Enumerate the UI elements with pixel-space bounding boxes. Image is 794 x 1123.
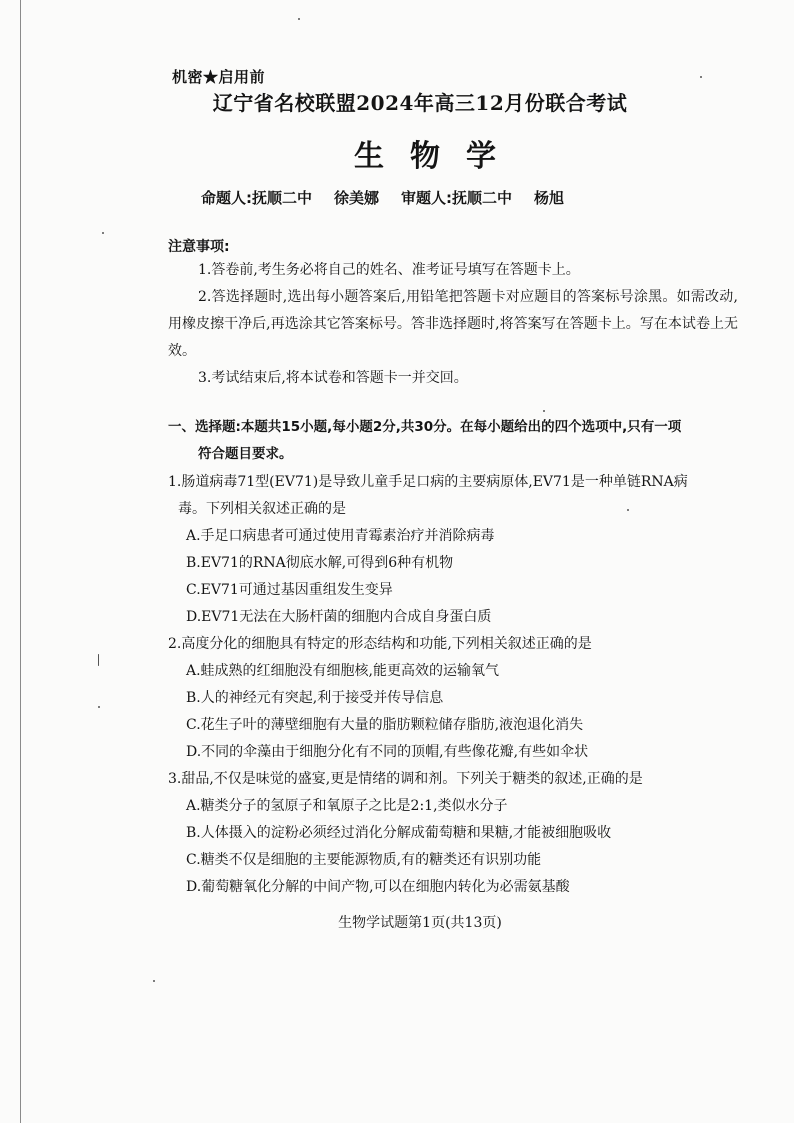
option-b: B.EV71的RNA彻底水解,可得到6种有机物 <box>186 555 454 571</box>
reviewer-label: 审题人:抚顺二中 <box>401 189 513 207</box>
option-b: B.人体摄入的淀粉必须经过消化分解成葡萄糖和果糖,才能被细胞吸收 <box>186 825 612 841</box>
notes-item: 2.答选择题时,选出每小题答案后,用铅笔把答题卡对应题目的答案标号涂黑。如需改动,用橡皮擦干净后,再选涂其它答案标号。答非选择题时,将答案写在答题卡上。写在本试卷上无效。 <box>168 289 738 359</box>
option-b: B.人的神经元有突起,利于接受并传导信息 <box>186 690 444 706</box>
scan-speck <box>153 980 155 982</box>
notes-heading: 注意事项: <box>168 239 230 255</box>
notes-item: 1.答卷前,考生务必将自己的姓名、准考证号填写在答题卡上。 <box>198 262 580 278</box>
scan-speck <box>700 76 702 78</box>
page-footer: 生物学试题第1页(共13页) <box>338 915 502 931</box>
question-list <box>168 469 740 901</box>
notes-list <box>168 257 738 392</box>
question-2 <box>168 631 740 766</box>
option-d: D.不同的伞藻由于细胞分化有不同的顶帽,有些像花瓣,有些如伞状 <box>186 744 589 760</box>
option-a: A.手足口病患者可通过使用青霉素治疗并消除病毒 <box>186 528 495 544</box>
option-d: D.葡萄糖氧化分解的中间产物,可以在细胞内转化为必需氨基酸 <box>186 879 570 895</box>
setter-label: 命题人:抚顺二中 <box>201 189 312 207</box>
scan-speck <box>102 232 104 234</box>
question-stem <box>168 469 740 523</box>
scan-speck <box>298 18 300 20</box>
option-c: C.EV71可通过基因重组发生变异 <box>186 582 393 598</box>
option-c: C.花生子叶的薄壁细胞有大量的脂肪颗粒储存脂肪,液泡退化消失 <box>186 717 584 733</box>
section-heading-line1: 一、选择题:本题共15小题,每小题2分,共30分。在每小题给出的四个选项中,只有一项 <box>168 419 682 435</box>
section-heading-line2: 符合题目要求。 <box>198 446 293 462</box>
authors-line <box>201 187 564 208</box>
question-1 <box>168 469 740 631</box>
question-stem-line1: 2.高度分化的细胞具有特定的形态结构和功能,下列相关叙述正确的是 <box>168 636 592 652</box>
reviewer-name: 杨旭 <box>534 189 565 207</box>
question-stem-line1: 1.肠道病毒71型(EV71)是导致儿童手足口病的主要病原体,EV71是一种单链RNA病 <box>168 474 688 490</box>
question-3 <box>168 766 740 901</box>
section-heading <box>168 414 738 468</box>
option-a: A.蛙成熟的红细胞没有细胞核,能更高效的运输氧气 <box>186 663 500 679</box>
confidential-label: 机密★启用前 <box>172 68 266 86</box>
option-c: C.糖类不仅是细胞的主要能源物质,有的糖类还有识别功能 <box>186 852 542 868</box>
scan-speck <box>543 410 545 412</box>
question-stem-line1: 3.甜品,不仅是味觉的盛宴,更是情绪的调和剂。下列关于糖类的叙述,正确的是 <box>168 771 643 787</box>
question-stem <box>168 631 740 658</box>
setter-name: 徐美娜 <box>334 189 380 207</box>
question-stem <box>168 766 740 793</box>
option-a: A.糖类分子的氢原子和氧原子之比是2:1,类似水分子 <box>186 798 508 814</box>
notes-item: 3.考试结束后,将本试卷和答题卡一并交回。 <box>198 370 468 386</box>
scan-speck <box>98 654 99 666</box>
exam-title: 辽宁省名校联盟2024年高三12月份联合考试 <box>212 91 628 115</box>
question-stem-line2: 毒。下列相关叙述正确的是 <box>178 501 346 517</box>
binding-margin-line <box>20 0 21 1123</box>
option-d: D.EV71无法在大肠杆菌的细胞内合成自身蛋白质 <box>186 609 492 625</box>
scan-speck <box>98 706 100 708</box>
subject-title: 生物学 <box>354 139 522 174</box>
